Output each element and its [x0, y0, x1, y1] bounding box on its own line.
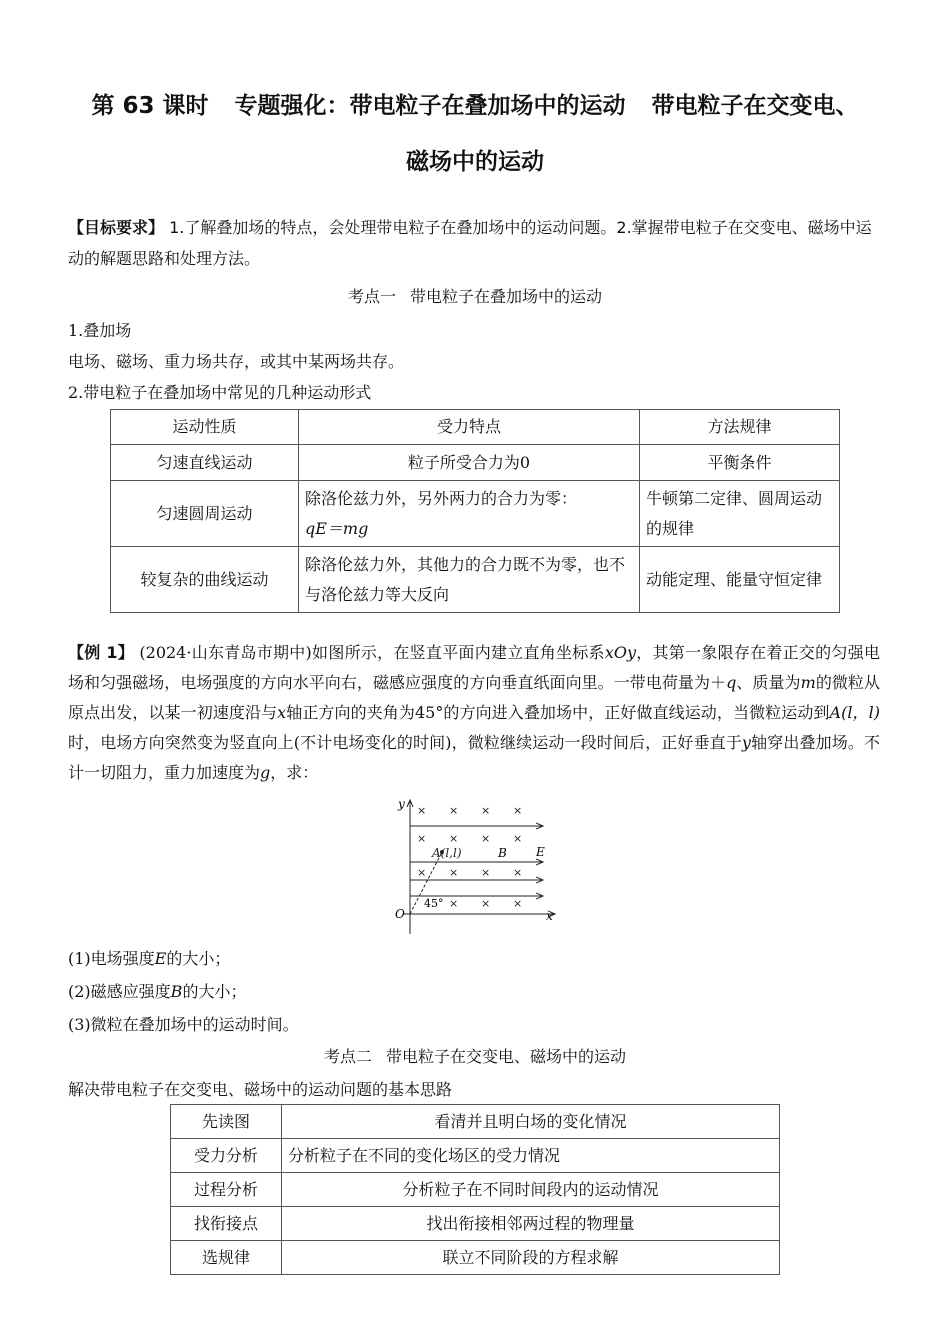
question-1 [68, 946, 230, 969]
question-1-pre: (1)电场强度 [68, 949, 155, 968]
angle-label: 45° [424, 897, 444, 910]
cross-mark: × [481, 866, 491, 879]
example1-text-a: 如图所示，在竖直平面内建立直角坐标系 [311, 643, 605, 662]
table-row [171, 1173, 780, 1207]
cross-mark: × [449, 832, 459, 845]
example1-text-b: ，其第一象限存在着正交的匀强电场和匀强磁场，电场强度的方向水平向右，磁感应强度的方向垂直纸面向里。一带电荷量为＋ [68, 643, 880, 692]
row2-force-cell [299, 481, 640, 547]
question-3-pre: (3)微粒在叠加场中的运动时间。 [68, 1015, 299, 1034]
step-2: 受力分析 [171, 1139, 282, 1173]
step-3-desc: 分析粒子在不同时间段内的运动情况 [282, 1173, 780, 1207]
step-1-desc: 看清并且明白场的变化情况 [282, 1105, 780, 1139]
title-topic-cont: 带电粒子在交变电、 [651, 93, 859, 119]
symbol-m: m [800, 673, 816, 692]
section2-number: 考点二 [323, 1047, 372, 1066]
question-2-pre: (2)磁感应强度 [68, 982, 171, 1001]
objective-text: 1.了解叠加场的特点，会处理带电粒子在叠加场中的运动问题。2.掌握带电粒子在交变电、磁场中运动的解题思路和处理方法。 [68, 218, 872, 268]
symbol-q: q [726, 673, 737, 692]
objective-tag: 【目标要求】 [68, 218, 165, 237]
page-title [40, 78, 910, 190]
table-row [111, 547, 840, 613]
example1-text-e: 轴正方向的夹角为45°的方向进入叠加场中，正好做直线运动，当微粒运动到 [286, 703, 830, 722]
symbol-x: x [277, 703, 287, 722]
section1-number: 考点一 [347, 287, 396, 306]
x-axis-label: x [546, 909, 553, 923]
cross-mark: × [513, 897, 523, 910]
cross-mark: × [513, 804, 523, 817]
cross-mark: × [449, 897, 459, 910]
section2-title: 带电粒子在交变电、磁场中的运动 [386, 1047, 627, 1066]
cross-mark: × [481, 832, 491, 845]
step-5-desc: 联立不同阶段的方程求解 [282, 1241, 780, 1275]
cross-mark: × [449, 866, 459, 879]
title-line-2: 磁场中的运动 [406, 149, 544, 175]
example1-text-g: 轴穿出叠加场。不计一切阻力，重力加速度为 [68, 733, 880, 782]
field-diagram [390, 796, 570, 936]
table-row [171, 1241, 780, 1275]
symbol-y: y [741, 733, 751, 752]
field-e-label: E [536, 845, 545, 859]
step-4: 找衔接点 [171, 1207, 282, 1241]
cross-mark: × [449, 804, 459, 817]
row3-force: 除洛伦兹力外，其他力的合力既不为零，也不与洛伦兹力等大反向 [299, 547, 640, 613]
table-header-row [111, 410, 840, 445]
motion-forms-table [110, 409, 840, 613]
header-motion: 运动性质 [111, 410, 299, 445]
example1-text [68, 638, 880, 788]
row3-method: 动能定理、能量守恒定律 [640, 547, 840, 613]
cross-mark: × [513, 832, 523, 845]
step-2-desc: 分析粒子在不同的变化场区的受力情况 [282, 1139, 780, 1173]
example1-text-d: 的微粒从原点出发，以某一初速度沿与 [68, 673, 880, 722]
item1-text: 电场、磁场、重力场共存，或其中某两场共存。 [68, 352, 405, 371]
example1-text-h: ，求： [270, 763, 319, 782]
row1-method: 平衡条件 [640, 445, 840, 481]
question-2 [68, 979, 246, 1002]
question-1-post: 的大小； [166, 949, 231, 968]
table-row [111, 445, 840, 481]
section2-heading [0, 1044, 950, 1067]
step-4-desc: 找出衔接相邻两过程的物理量 [282, 1207, 780, 1241]
table-row [171, 1207, 780, 1241]
cross-mark: × [417, 804, 427, 817]
step-5: 选规律 [171, 1241, 282, 1275]
question-1-symbol: E [154, 949, 167, 968]
row2-force: 除洛伦兹力外，另外两力的合力为零： [305, 488, 578, 508]
row1-motion: 匀速直线运动 [111, 445, 299, 481]
question-2-symbol: B [170, 982, 183, 1001]
item1-title: 1.叠加场 [68, 321, 132, 340]
symbol-xoy: xOy [604, 643, 637, 662]
section1-heading [0, 284, 950, 307]
table-row [171, 1105, 780, 1139]
objective-block [68, 212, 880, 274]
row1-force: 粒子所受合力为0 [299, 445, 640, 481]
header-method: 方法规律 [640, 410, 840, 445]
table-row [171, 1139, 780, 1173]
title-line-1 [40, 78, 910, 134]
cross-mark: × [481, 804, 491, 817]
cross-mark: × [481, 897, 491, 910]
symbol-point-a: A(l，l) [829, 703, 880, 722]
section2-intro: 解决带电粒子在交变电、磁场中的运动问题的基本思路 [68, 1080, 453, 1099]
question-3 [68, 1012, 299, 1035]
y-axis-label: y [398, 797, 405, 811]
point-b-label: B [498, 846, 507, 860]
section1-title: 带电粒子在叠加场中的运动 [410, 287, 603, 306]
example1-text-c: 、质量为 [736, 673, 801, 692]
step-3: 过程分析 [171, 1173, 282, 1207]
origin-label: O [395, 907, 405, 921]
header-force: 受力特点 [299, 410, 640, 445]
solving-steps-table [170, 1104, 780, 1275]
example1-source: (2024·山东青岛市期中) [139, 643, 312, 662]
row2-force-formula: qE＝mg [305, 518, 369, 538]
row2-motion: 匀速圆周运动 [111, 481, 299, 547]
title-topic: 专题强化：带电粒子在叠加场中的运动 [234, 93, 626, 119]
example1-text-f: 时，电场方向突然变为竖直向上(不计电场变化的时间)，微粒继续运动一段时间后，正好垂直于 [68, 733, 742, 752]
table-row [111, 481, 840, 547]
item2-title: 2.带电粒子在叠加场中常见的几种运动形式 [68, 383, 372, 402]
symbol-g: g [260, 763, 271, 782]
row3-motion: 较复杂的曲线运动 [111, 547, 299, 613]
cross-mark: × [417, 832, 427, 845]
title-lesson-number: 第 63 课时 [91, 93, 209, 119]
example1-label: 【例 1】 [68, 643, 135, 662]
point-a-label: A(l,l) [432, 846, 462, 860]
question-2-post: 的大小； [182, 982, 247, 1001]
cross-mark: × [513, 866, 523, 879]
step-1: 先读图 [171, 1105, 282, 1139]
row2-method: 牛顿第二定律、圆周运动的规律 [640, 481, 840, 547]
cross-mark: × [417, 866, 427, 879]
